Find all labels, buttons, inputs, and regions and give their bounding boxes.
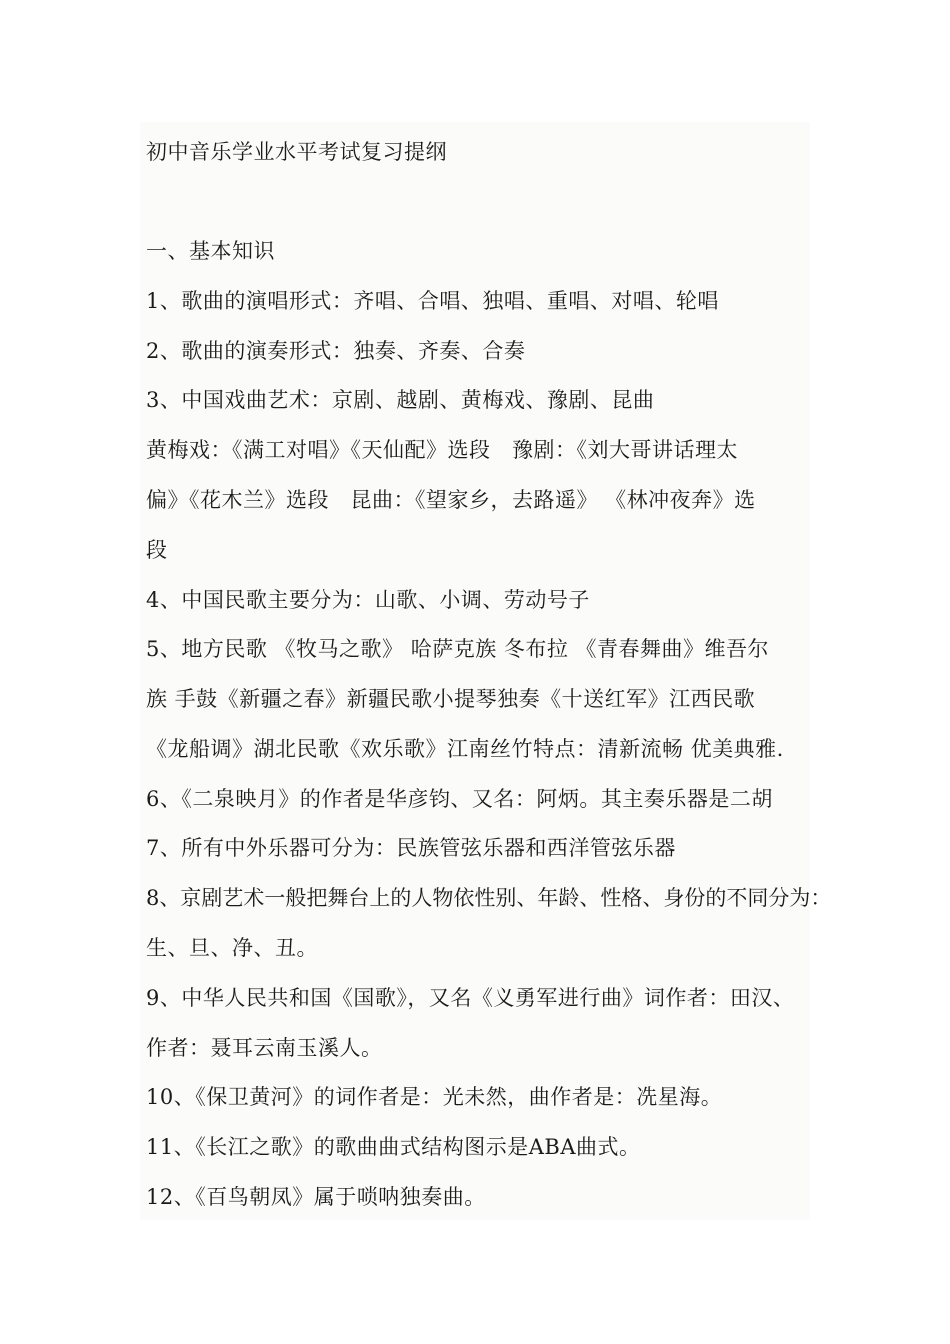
text-line: 1、歌曲的演唱形式：齐唱、合唱、独唱、重唱、对唱、轮唱	[146, 289, 719, 313]
text-line: 族 手鼓《新疆之春》新疆民歌小提琴独奏《十送红军》江西民歌	[146, 687, 756, 711]
text-line: 生、旦、净、丑。	[146, 936, 318, 960]
text-line: 7、所有中外乐器可分为：民族管弦乐器和西洋管弦乐器	[146, 836, 676, 860]
text-line: 偏》《花木兰》选段 昆曲：《望家乡，去路遥》 《林冲夜奔》选	[146, 488, 756, 512]
text-line: 12、《百鸟朝凤》属于唢呐独奏曲。	[146, 1185, 486, 1209]
text-line: 8、京剧艺术一般把舞台上的人物依性别、年龄、性格、身份的不同分为：	[146, 886, 832, 910]
text-line: 段	[146, 538, 168, 562]
text-line: 9、中华人民共和国《国歌》，又名《义勇军进行曲》词作者：田汉、	[146, 986, 795, 1010]
section-heading: 一、基本知识	[146, 239, 275, 263]
text-line: 黄梅戏：《满工对唱》《天仙配》选段 豫剧：《刘大哥讲话理太	[146, 438, 738, 462]
text-line: 11、《长江之歌》的歌曲曲式结构图示是ABA曲式。	[146, 1135, 641, 1159]
text-line: 《龙船调》湖北民歌《欢乐歌》江南丝竹特点：清新流畅 优美典雅.	[146, 737, 784, 761]
text-line: 2、歌曲的演奏形式：独奏、齐奏、合奏	[146, 339, 526, 363]
text-line: 10、《保卫黄河》的词作者是：光未然，曲作者是：冼星海。	[146, 1085, 723, 1109]
document-title: 初中音乐学业水平考试复习提纲	[146, 140, 447, 164]
text-line: 3、中国戏曲艺术：京剧、越剧、黄梅戏、豫剧、昆曲	[146, 388, 655, 412]
text-line: 4、中国民歌主要分为：山歌、小调、劳动号子	[146, 588, 590, 612]
text-line: 5、地方民歌 《牧马之歌》 哈萨克族 冬布拉 《青春舞曲》维吾尔	[146, 637, 770, 661]
text-line: 作者：聂耳云南玉溪人。	[146, 1036, 383, 1060]
text-line: 6、《二泉映月》的作者是华彦钧、又名：阿炳。其主奏乐器是二胡	[146, 787, 773, 811]
